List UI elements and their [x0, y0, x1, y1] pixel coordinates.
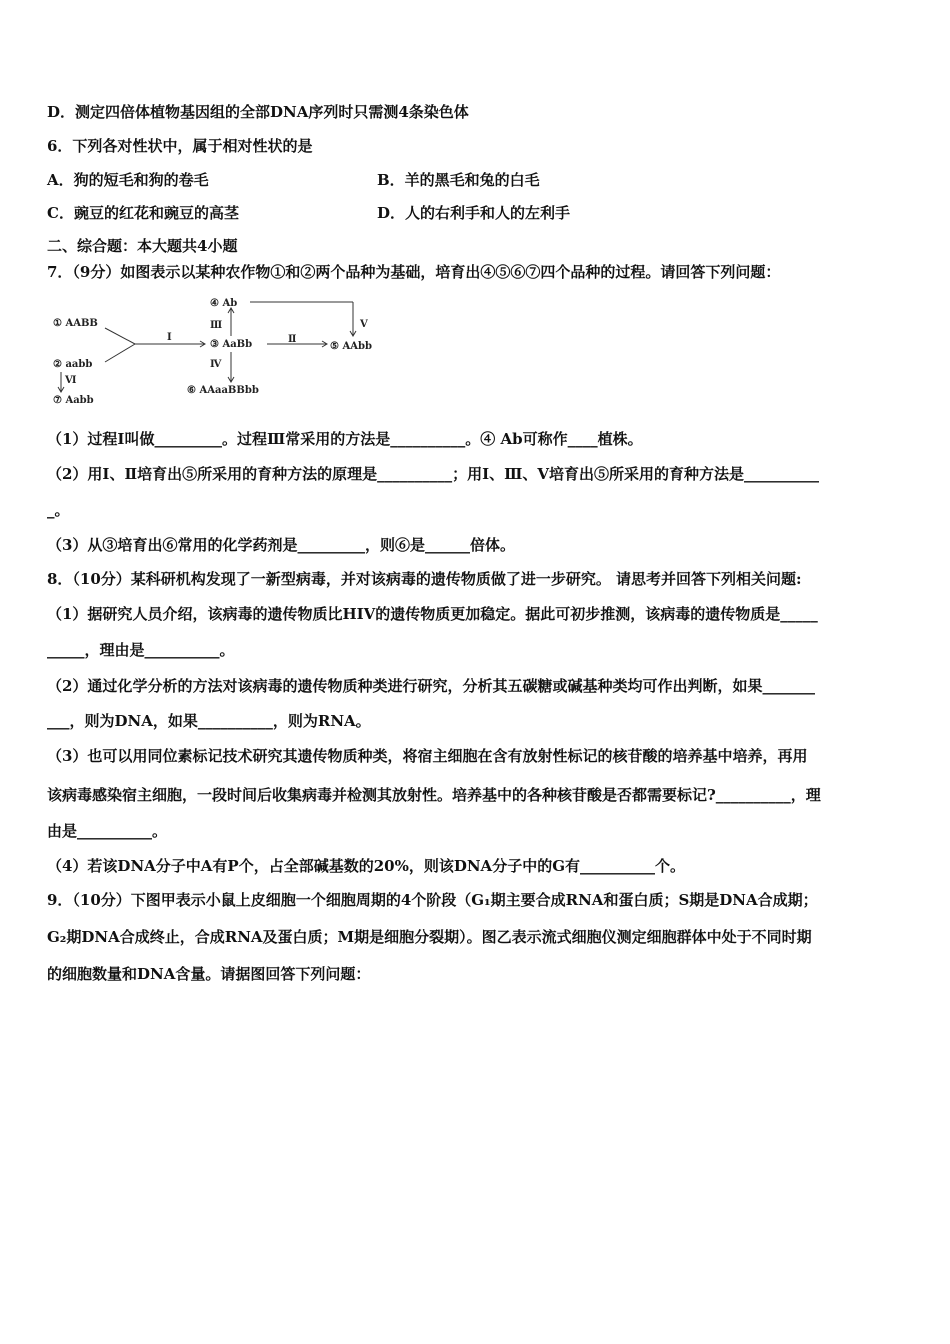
q8-sub4: （4）若该DNA分子中A有P个，占全部碱基数的20%，则该DNA分子中的G有__________个。: [47, 857, 686, 875]
q7-sub1: （1）过程I叫做_________。过程Ⅲ常采用的方法是__________。④ Ab可称作____植株。: [47, 430, 643, 448]
diagram-process-5: Ⅴ: [360, 319, 368, 330]
diagram-node-1: ① AABB: [53, 318, 98, 329]
q6-row-cd: [47, 203, 906, 223]
q8-sub3-line1: （3）也可以用同位素标记技术研究其遗传物质种类，将宿主细胞在含有放射性标记的核苷酸的培养基中培养，再用: [47, 747, 808, 765]
q8-sub1-line1: （1）据研究人员介绍，该病毒的遗传物质比HIV的遗传物质更加稳定。据此可初步推测，该病毒的遗传物质是_____: [47, 605, 818, 623]
diagram-line-2-merge: [105, 344, 135, 362]
diagram-node-3: ③ AaBb: [210, 339, 253, 350]
q6-option-b: B．羊的黑毛和兔的白毛: [377, 171, 540, 189]
section2-heading: 二、综合题：本大题共4小题: [47, 237, 238, 255]
q9-line2: G₂期DNA合成终止，合成RNA及蛋白质；M期是细胞分裂期）。图乙表示流式细胞仪测定细胞群体中处于不同时期: [47, 928, 812, 946]
breeding-diagram: [45, 292, 405, 412]
diagram-line-1-merge: [105, 328, 135, 344]
q6-row-ab: [47, 170, 906, 190]
diagram-node-7: ⑦ Aabb: [53, 395, 94, 406]
diagram-process-2: Ⅱ: [288, 334, 297, 345]
q8-sub3-line2: 该病毒感染宿主细胞，一段时间后收集病毒并检测其放射性。培养基中的各种核苷酸是否都需要标记?__________，理: [47, 786, 821, 804]
diagram-process-6: Ⅵ: [65, 375, 77, 386]
q9-line1: 9．（10分）下图甲表示小鼠上皮细胞一个细胞周期的4个阶段（G₁期主要合成RNA和蛋白质；S期是DNA合成期；: [47, 891, 818, 909]
q6-stem: 6．下列各对性状中，属于相对性状的是: [47, 137, 313, 155]
q7-sub2-line2: _。: [47, 501, 70, 519]
q5-option-d: D．测定四倍体植物基因组的全部DNA序列时只需测4条染色体: [47, 103, 469, 121]
q7-sub3: （3）从③培育出⑥常用的化学药剂是_________，则⑥是______倍体。: [47, 536, 515, 554]
diagram-process-3: Ⅲ: [210, 320, 223, 331]
diagram-process-1: Ⅰ: [167, 332, 172, 343]
q6-option-c: C．豌豆的红花和豌豆的高茎: [47, 204, 239, 222]
q8-sub1-line2: _____，理由是__________。: [47, 641, 235, 659]
q8-stem: 8．（10分）某科研机构发现了一新型病毒，并对该病毒的遗传物质做了进一步研究。 请思考并回答下列相关问题:: [47, 570, 802, 588]
q7-stem: 7．（9分）如图表示以某种农作物①和②两个品种为基础，培育出④⑤⑥⑦四个品种的过程。请回答下列问题：: [47, 263, 781, 281]
diagram-node-4: ④ Ab: [210, 298, 238, 309]
q9-line3: 的细胞数量和DNA含量。请据图回答下列问题：: [47, 965, 371, 983]
q7-sub2-line1: （2）用I、Ⅱ培育出⑤所采用的育种方法的原理是__________；用Ⅰ、Ⅲ、Ⅴ培育出⑤所采用的育种方法是__________: [47, 465, 820, 483]
diagram-node-6: ⑥ AAaaBBbb: [187, 385, 259, 396]
q6-option-a: A．狗的短毛和狗的卷毛: [47, 171, 209, 189]
q8-sub2-line1: （2）通过化学分析的方法对该病毒的遗传物质种类进行研究，分析其五碳糖或碱基种类均可作出判断，如果_______: [47, 677, 815, 695]
q8-sub3-line3: 由是__________。: [47, 822, 168, 840]
q8-sub2-line2: ___，则为DNA，如果__________，则为RNA。: [47, 712, 371, 730]
diagram-node-5: ⑤ AAbb: [330, 341, 372, 352]
diagram-process-4: Ⅳ: [210, 359, 222, 370]
diagram-node-2: ② aabb: [53, 359, 93, 370]
q6-option-d: D．人的右利手和人的左利手: [377, 204, 571, 222]
